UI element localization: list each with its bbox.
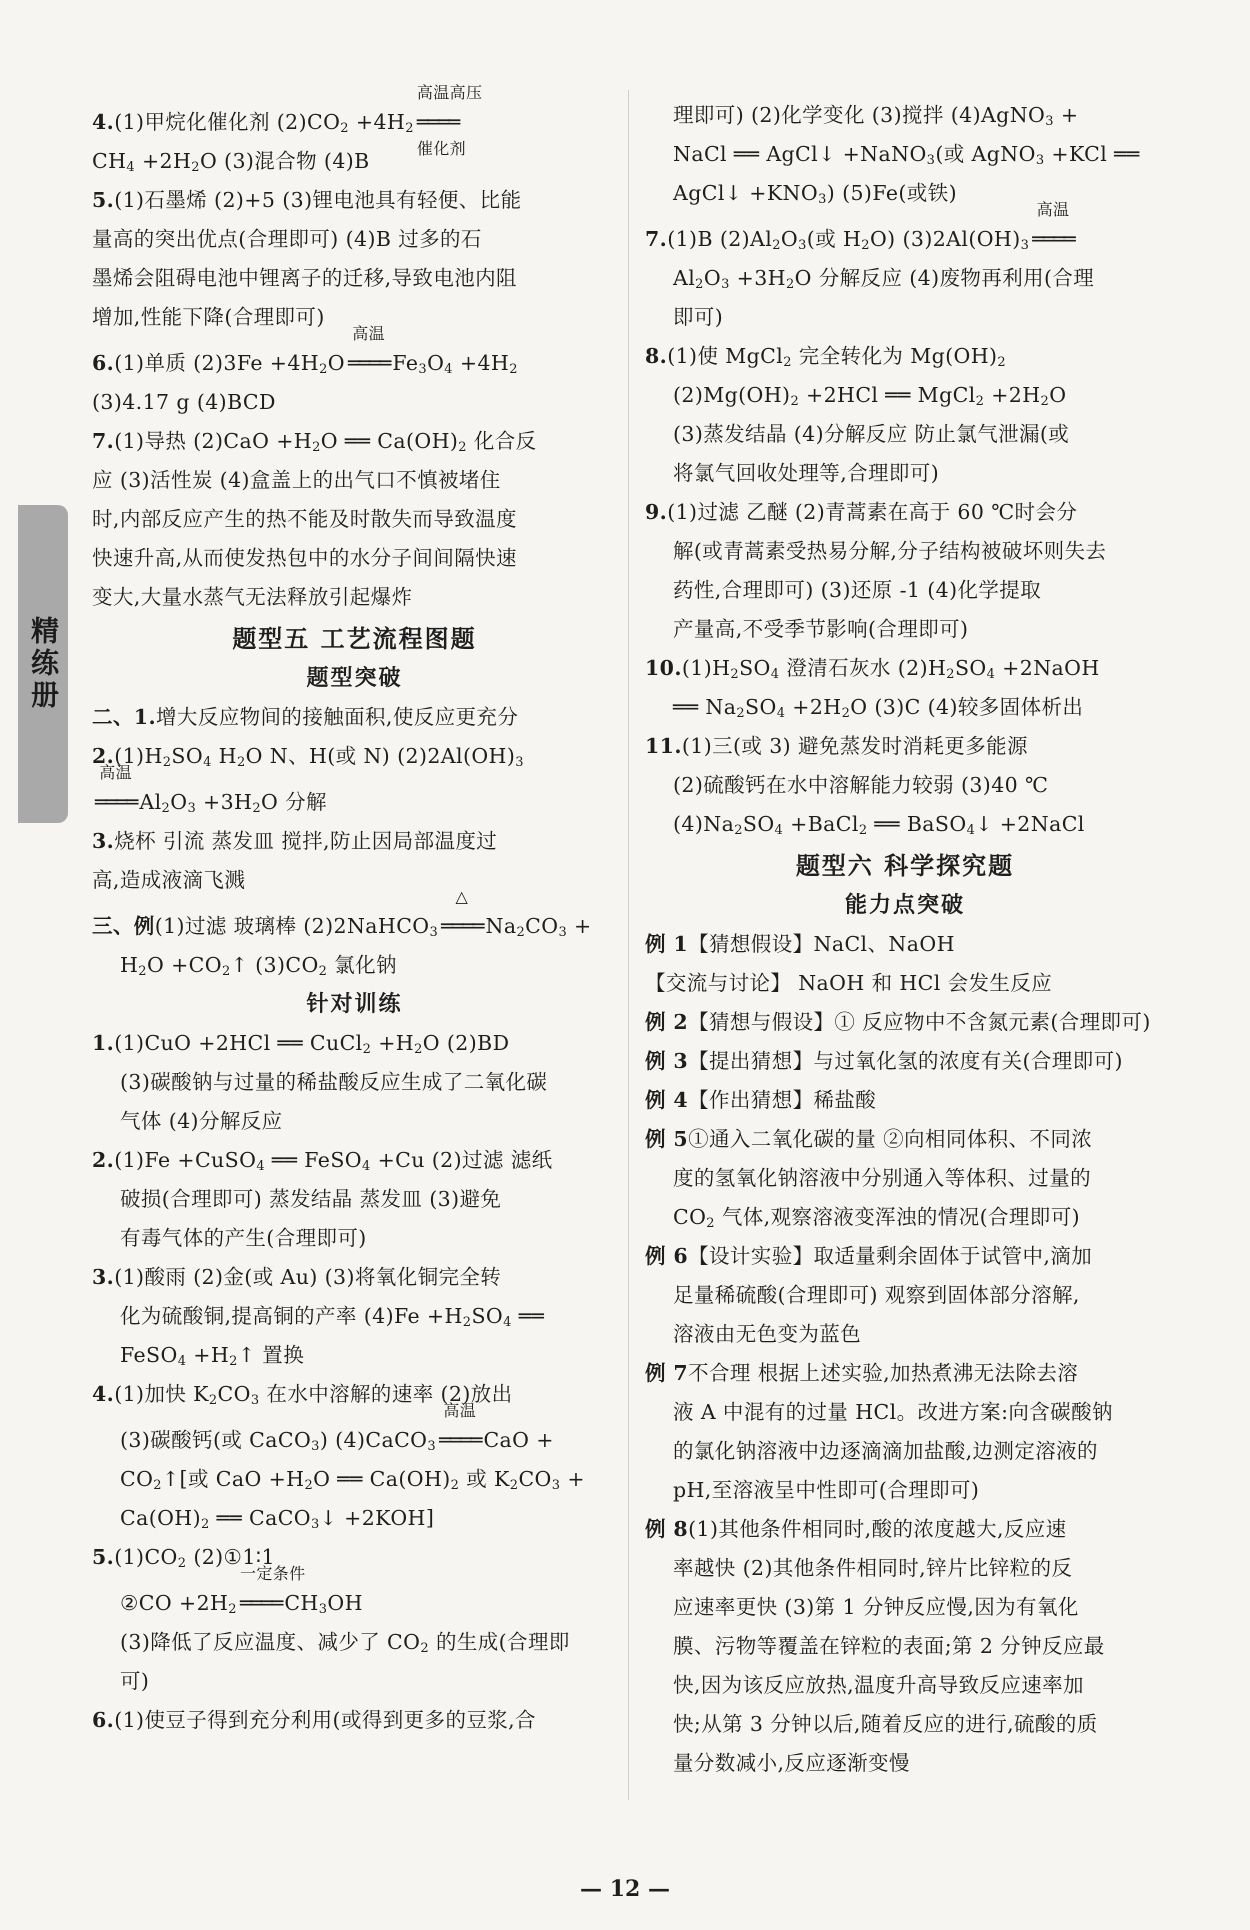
answer-text: (3)碳酸钙(或 CaCO$_3$) (4)CaCO$_3$	[120, 1428, 437, 1454]
answer-text: ══ $Na_2SO_4 +2H_2O$ (3)C (4)较多固体析出	[673, 695, 1084, 721]
question-number: 3.	[92, 829, 115, 853]
left-answer-line	[92, 220, 617, 259]
right-answer-line	[645, 135, 1165, 174]
right-answer-line	[645, 415, 1165, 454]
question-number: 例 3	[645, 1049, 689, 1073]
right-answer-line	[645, 1471, 1165, 1510]
answer-text: (1)三(或 3) 避免蒸发时消耗更多能源	[681, 734, 1028, 758]
answer-text: $CO_2$ 气体,观察溶液变浑浊的情况(合理即可)	[673, 1205, 1080, 1231]
left-answer-line	[92, 539, 617, 578]
answer-text-after: $Al_2O_3 +3H_2O$ 分解	[139, 790, 327, 816]
section-heading: 题型五 工艺流程图题	[232, 625, 477, 653]
left-answer-line	[92, 887, 617, 946]
answer-text: $(1)CO_2$ (2)①1∶1	[114, 1545, 275, 1571]
answer-text: 时,内部反应产生的热不能及时散失而导致温度	[92, 507, 517, 531]
answer-text: 即可)	[673, 305, 724, 329]
question-number: 三、例	[92, 914, 155, 938]
answer-text: (2)硫酸钙在水中溶解能力较弱 (3)40 ℃	[673, 773, 1049, 797]
answer-text-after: $Fe_3O_4 +4H_2$	[392, 351, 518, 377]
left-answer-line	[92, 1063, 617, 1102]
left-answer-line	[92, 324, 617, 383]
reaction-condition-arrow: 高温 ════	[95, 763, 137, 814]
right-answer-line	[645, 1393, 1165, 1432]
answer-text: $(2)Mg(OH)_2 +2HCl$ ══ MgCl$_2$ $+2H_2O$	[673, 383, 1067, 409]
subsection-heading: 针对训练	[306, 992, 403, 1017]
condition-top: 高温	[1036, 200, 1070, 219]
question-number: 11.	[645, 734, 682, 758]
answer-text: 变大,大量水蒸气无法释放引起爆炸	[92, 585, 413, 609]
left-answer-line	[92, 763, 617, 822]
answer-text-after: $Na_2CO_3$ +	[485, 914, 592, 940]
left-answer-line	[92, 500, 617, 539]
right-answer-line	[645, 200, 1165, 259]
question-number: 例 7	[645, 1361, 689, 1385]
answer-text: (1)其他条件相同时,酸的浓度越大,反应速	[688, 1517, 1067, 1541]
section-side-tab	[18, 505, 68, 823]
reaction-condition-arrow: △ ════	[441, 887, 483, 938]
answer-text: pH,至溶液呈中性即可(合理即可)	[673, 1478, 980, 1502]
reaction-condition-arrow: 高温 ════	[439, 1401, 481, 1452]
left-answer-line	[92, 83, 617, 158]
condition-top: 高温	[352, 324, 386, 343]
right-answer-line	[645, 1744, 1165, 1783]
left-answer-line	[92, 461, 617, 500]
question-number: 5.	[92, 1545, 115, 1569]
right-answer-line	[645, 1003, 1165, 1042]
answer-text-after: $CH_3OH$	[284, 1591, 363, 1617]
answer-text: 应速率更快 (3)第 1 分钟反应慢,因为有氧化	[673, 1595, 1079, 1619]
question-number: 二、1.	[92, 705, 157, 729]
answer-text-after: CaO +	[483, 1428, 554, 1452]
right-answer-line	[645, 1666, 1165, 1705]
right-answer-line	[645, 1432, 1165, 1471]
question-number: 8.	[645, 344, 668, 368]
answer-text: 药性,合理即可) (3)还原 -1 (4)化学提取	[673, 578, 1042, 602]
question-number: 7.	[92, 429, 115, 453]
answer-text: (1)酸雨 (2)金(或 Au) (3)将氧化铜完全转	[114, 1265, 502, 1289]
answer-text: 烧杯 引流 蒸发皿 搅拌,防止因局部温度过	[114, 829, 498, 853]
condition-top: 一定条件	[239, 1564, 306, 1583]
answer-text: (1)使 MgCl$_2$ 完全转化为 $Mg(OH)_2$	[667, 344, 1007, 370]
answer-text: 增加,性能下降(合理即可)	[92, 305, 325, 329]
answer-text: 高,造成液滴飞溅	[92, 868, 246, 892]
answer-text: ①通入二氧化碳的量 ②向相同体积、不同浓	[688, 1127, 1093, 1151]
left-answer-line	[92, 1102, 617, 1141]
answer-text: (1)甲烷化催化剂 $(2)CO_2 +4H_2$	[114, 110, 414, 136]
answer-text: (1)导热 $(2)CaO +H_2O$ ══ $Ca(OH)_2$ 化合反	[114, 429, 537, 455]
answer-text: (3)降低了反应温度、减少了 $CO_2$ 的生成(合理即	[120, 1630, 570, 1656]
side-tab-label: 精练册	[27, 616, 60, 712]
left-answer-line	[92, 737, 617, 776]
condition-top: 高温	[99, 763, 133, 782]
column-divider	[628, 90, 629, 1800]
left-answer-line	[92, 259, 617, 298]
question-number: 2.	[92, 1148, 115, 1172]
right-answer-line	[645, 688, 1165, 727]
subsection-heading: 题型突破	[306, 666, 403, 691]
answer-text: 膜、污物等覆盖在锌粒的表面;第 2 分钟反应最	[673, 1634, 1105, 1658]
question-number: 5.	[92, 188, 115, 212]
answer-text: 墨烯会阻碍电池中锂离子的迁移,导致电池内阻	[92, 266, 517, 290]
right-answer-line	[645, 1315, 1165, 1354]
answer-text: 足量稀硫酸(合理即可) 观察到固体部分溶解,	[673, 1283, 1080, 1307]
reaction-condition-arrow: 高温 ════	[1032, 200, 1074, 251]
condition-bottom: 催化剂	[416, 139, 467, 158]
answer-text: 理即可) (2)化学变化 (3)搅拌 (4)AgNO$_3$ +	[673, 103, 1079, 129]
answer-text: (1)单质 $(2)3Fe +4H_2O$	[114, 351, 345, 377]
left-answer-line	[92, 422, 617, 461]
right-answer-line	[645, 1588, 1165, 1627]
answer-text: 有毒气体的产生(合理即可)	[120, 1226, 367, 1250]
answer-text: 解(或青蒿素受热易分解,分子结构被破坏则失去	[673, 539, 1107, 563]
answer-text: $H_2O$ $+CO_2↑$ $(3)CO_2$ 氯化钠	[120, 953, 397, 979]
left-answer-line	[92, 1662, 617, 1701]
right-answer-line	[645, 766, 1165, 805]
left-answer-line	[92, 1375, 617, 1414]
left-answer-line	[92, 1258, 617, 1297]
right-answer-line	[645, 610, 1165, 649]
question-number: 例 1	[645, 932, 689, 956]
right-answer-line	[645, 174, 1165, 213]
right-answer-line	[645, 964, 1165, 1003]
question-number: 4.	[92, 110, 115, 134]
left-answer-line	[92, 1538, 617, 1577]
right-answer-line	[645, 1120, 1165, 1159]
left-answer-line	[92, 946, 617, 985]
answer-text: 化为硫酸铜,提高铜的产率 $(4)Fe +H_2SO_4$ ══	[120, 1304, 545, 1330]
answer-text: (1)Fe +CuSO$_4$ ══ FeSO$_4$ +Cu (2)过滤 滤纸	[114, 1148, 553, 1174]
page-number: — 12 —	[580, 1876, 670, 1902]
left-answer-line	[92, 1701, 617, 1740]
answer-text: 快,因为该反应放热,温度升高导致反应速率加	[673, 1673, 1084, 1697]
answer-text: 液 A 中混有的过量 HCl。改进方案:向含碳酸钠	[673, 1400, 1113, 1424]
question-number: 例 5	[645, 1127, 689, 1151]
right-answer-line	[645, 1354, 1165, 1393]
question-number: 例 4	[645, 1088, 689, 1112]
answer-text: 快速升高,从而使发热包中的水分子间间隔快速	[92, 546, 517, 570]
left-answer-line	[92, 181, 617, 220]
answer-text: 快;从第 3 分钟以后,随着反应的进行,硫酸的质	[673, 1712, 1098, 1736]
right-column	[645, 96, 1165, 1783]
right-answer-line	[645, 1042, 1165, 1081]
answer-text: FeSO$_4$ $+H_2↑$ 置换	[120, 1343, 305, 1369]
right-answer-line	[645, 532, 1165, 571]
question-number: 例 2	[645, 1010, 689, 1034]
question-number: 例 8	[645, 1517, 689, 1541]
answer-text: $Al_2O_3 +3H_2O$ 分解反应 (4)废物再利用(合理	[673, 266, 1095, 292]
subsection-heading: 能力点突破	[844, 893, 965, 918]
left-answer-line	[92, 1623, 617, 1662]
answer-text: 【交流与讨论】 NaOH 和 HCl 会发生反应	[645, 971, 1053, 995]
answer-text: (1)加快 $K_2CO_3$ 在水中溶解的速率 (2)放出	[114, 1382, 513, 1408]
question-number: 4.	[92, 1382, 115, 1406]
answer-text: (3)蒸发结晶 (4)分解反应 防止氯气泄漏(或	[673, 422, 1070, 446]
answer-text: 【提出猜想】与过氧化氢的浓度有关(合理即可)	[688, 1049, 1123, 1073]
right-answer-line	[645, 493, 1165, 532]
question-number: 1.	[92, 1031, 115, 1055]
left-answer-line	[92, 1024, 617, 1063]
answer-text: ②CO $+2H_2$	[120, 1591, 237, 1617]
answer-text: (1)B $(2)Al_2O_3$(或 $H_2O$) $(3)2Al(OH)_3$	[667, 227, 1030, 253]
answer-text: 【猜想与假设】① 反应物中不含氮元素(合理即可)	[688, 1010, 1151, 1034]
right-answer-line	[645, 1198, 1165, 1237]
section-heading: 题型六 科学探究题	[795, 852, 1015, 880]
answer-text: NaCl ══ AgCl↓ +NaNO$_3$(或 AgNO$_3$ +KCl ══	[673, 142, 1140, 168]
right-answer-line	[645, 1081, 1165, 1120]
answer-text: (1)使豆子得到充分利用(或得到更多的豆浆,合	[114, 1708, 536, 1732]
right-answer-line	[645, 805, 1165, 844]
answer-text: 溶液由无色变为蓝色	[673, 1322, 862, 1346]
left-answer-line	[92, 139, 617, 181]
left-answer-line	[92, 1460, 617, 1499]
right-answer-line	[645, 1237, 1165, 1276]
condition-top: △	[455, 887, 469, 906]
right-answer-line	[645, 727, 1165, 766]
question-number: 2.	[92, 744, 115, 768]
right-answer-line	[645, 259, 1165, 298]
left-answer-line	[92, 861, 617, 900]
answer-text: 的氯化钠溶液中边逐滴滴加盐酸,边测定溶液的	[673, 1439, 1098, 1463]
left-column	[92, 83, 617, 1740]
answer-text: $(4)Na_2SO_4$ +BaCl$_2$ ══ BaSO$_4$↓ +2NaCl	[673, 812, 1085, 838]
right-answer-line	[645, 337, 1165, 376]
answer-text: 【设计实验】取适量剩余固体于试管中,滴加	[688, 1244, 1093, 1268]
condition-top: 高温高压	[416, 83, 483, 102]
right-answer-line	[645, 1627, 1165, 1666]
answer-text: 不合理 根据上述实验,加热煮沸无法除去溶	[688, 1361, 1079, 1385]
left-answer-line	[92, 1401, 617, 1460]
right-answer-line	[645, 571, 1165, 610]
right-answer-line	[645, 454, 1165, 493]
left-answer-line	[92, 1219, 617, 1258]
answer-text: (1)过滤 玻璃棒 (2)2NaHCO$_3$	[154, 914, 439, 940]
answer-text: $(1)H_2SO_4$ $H_2O$ N、H(或 N) $(2)2Al(OH)_3$	[114, 744, 524, 770]
right-answer-line	[645, 1276, 1165, 1315]
reaction-condition-arrow: 高温高压 ════ 催化剂	[416, 83, 483, 158]
answer-text: 【作出猜想】稀盐酸	[688, 1088, 877, 1112]
reaction-condition-arrow: 高温 ════	[347, 324, 390, 375]
reaction-condition-arrow: 一定条件 ════	[239, 1564, 306, 1615]
answer-text: (3)碳酸钠与过量的稀盐酸反应生成了二氧化碳	[120, 1070, 548, 1094]
left-answer-line	[92, 822, 617, 861]
left-answer-line	[92, 1180, 617, 1219]
answer-text: 增大反应物间的接触面积,使反应更充分	[156, 705, 519, 729]
right-answer-line	[645, 376, 1165, 415]
answer-text: (1)石墨烯 (2)+5 (3)锂电池具有轻便、比能	[114, 188, 522, 212]
answer-text: $Ca(OH)_2$ ══ CaCO$_3$↓ +2KOH]	[120, 1506, 435, 1532]
question-number: 6.	[92, 1708, 115, 1732]
answer-text: (3)4.17 g (4)BCD	[92, 390, 276, 414]
left-answer-line	[92, 1336, 617, 1375]
left-answer-line	[92, 1499, 617, 1538]
right-answer-line	[645, 649, 1165, 688]
left-answer-line	[92, 1141, 617, 1180]
left-answer-line	[92, 698, 617, 737]
answer-text: AgCl↓ $+KNO_3$) (5)Fe(或铁)	[673, 181, 957, 207]
answer-text: 应 (3)活性炭 (4)盒盖上的出气口不慎被堵住	[92, 468, 501, 492]
answer-text: $(1)H_2SO_4$ 澄清石灰水 $(2)H_2SO_4$ +2NaOH	[681, 656, 1100, 682]
right-answer-line	[645, 1510, 1165, 1549]
answer-text: 产量高,不受季节影响(合理即可)	[673, 617, 969, 641]
answer-text: 气体 (4)分解反应	[120, 1109, 283, 1133]
answer-text: (1)CuO +2HCl ══ CuCl$_2$ $+H_2O$ (2)BD	[114, 1031, 510, 1057]
answer-text: 【猜想假设】NaCl、NaOH	[688, 932, 955, 956]
question-number: 10.	[645, 656, 682, 680]
answer-text: 可)	[120, 1669, 150, 1693]
left-answer-line	[92, 1564, 617, 1623]
right-answer-line	[645, 298, 1165, 337]
answer-text: (1)过滤 乙醚 (2)青蒿素在高于 60 ℃时会分	[667, 500, 1078, 524]
right-answer-line	[645, 1159, 1165, 1198]
answer-text: 率越快 (2)其他条件相同时,锌片比锌粒的反	[673, 1556, 1073, 1580]
answer-text: 将氯气回收处理等,合理即可)	[673, 461, 940, 485]
question-number: 7.	[645, 227, 668, 251]
condition-top: 高温	[443, 1401, 477, 1420]
answer-text: 量高的突出优点(合理即可) (4)B 过多的石	[92, 227, 482, 251]
right-answer-line	[645, 925, 1165, 964]
question-number: 3.	[92, 1265, 115, 1289]
right-answer-line	[645, 96, 1165, 135]
left-answer-line	[92, 578, 617, 617]
answer-text: $CO_2↑$[或 CaO $+H_2O$ ══ $Ca(OH)_2$ 或 $K_2CO_3$ +	[120, 1467, 585, 1493]
question-number: 9.	[645, 500, 668, 524]
answer-text: 破损(合理即可) 蒸发结晶 蒸发皿 (3)避免	[120, 1187, 502, 1211]
right-answer-line	[645, 1705, 1165, 1744]
answer-text: 量分数减小,反应逐渐变慢	[673, 1751, 910, 1775]
answer-text: $CH_4 +2H_2O$ (3)混合物 (4)B	[92, 149, 370, 175]
question-number: 6.	[92, 351, 115, 375]
left-answer-line	[92, 1297, 617, 1336]
answer-text: 度的氢氧化钠溶液中分别通入等体积、过量的	[673, 1166, 1091, 1190]
right-answer-line	[645, 1549, 1165, 1588]
question-number: 例 6	[645, 1244, 689, 1268]
